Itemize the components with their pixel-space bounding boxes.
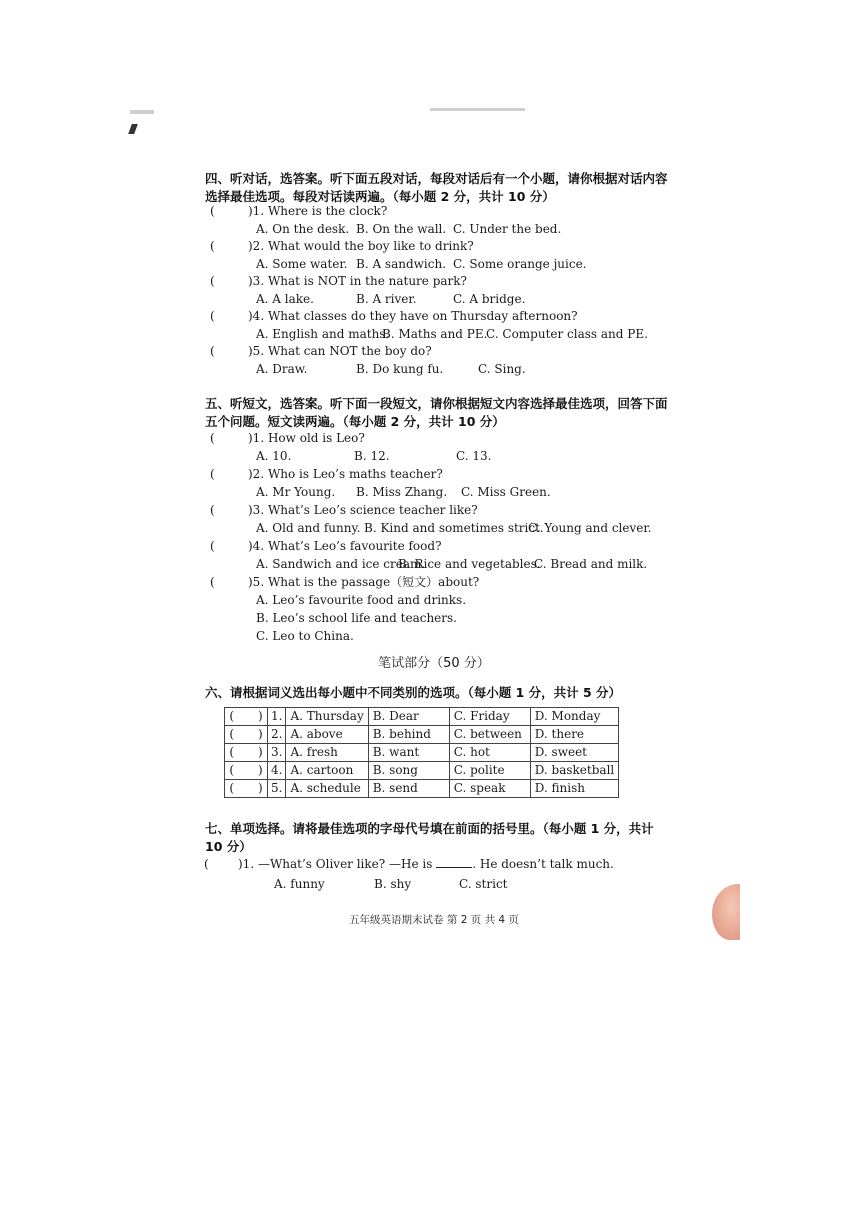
row-number: 4. [268,762,286,780]
option-c[interactable]: C. between [449,726,530,744]
s5-q2-option-a[interactable]: A. Mr Young. [256,485,336,499]
s5-q4-option-a[interactable]: A. Sandwich and ice cream. [256,557,426,571]
s4-q1-option-a[interactable]: A. On the desk. [256,222,350,236]
scan-artifact-top [430,108,525,111]
option-a[interactable]: A. Thursday [286,708,368,726]
option-a[interactable]: A. fresh [286,744,368,762]
section-5-title: 五、听短文，选答案。听下面一段短文，请你根据短文内容选择最佳选项，回答下面五个问题。短文读两遍。（每小题 2 分，共计 10 分） [205,396,668,429]
option-c[interactable]: C. hot [449,744,530,762]
s4-q3-option-c[interactable]: C. A bridge. [453,292,526,306]
s5-q5-option-c[interactable]: C. Leo to China. [256,629,354,643]
s4-q5-option-c[interactable]: C. Sing. [478,362,526,376]
s5-q3[interactable]: ( )3. What’s Leo’s science teacher like? [210,503,478,517]
answer-blank-line[interactable] [436,857,472,868]
option-d[interactable]: D. there [530,726,619,744]
option-a[interactable]: A. above [286,726,368,744]
table-row [225,762,619,780]
s4-q5[interactable]: ( )5. What can NOT the boy do? [210,344,432,358]
table-row [225,744,619,762]
option-b[interactable]: B. send [368,780,449,798]
option-a[interactable]: A. schedule [286,780,368,798]
answer-blank[interactable]: ( ) [225,726,268,744]
s5-q4-option-b[interactable]: B. Rice and vegetables. [398,557,541,571]
section-7-title: 七、单项选择。请将最佳选项的字母代号填在前面的括号里。（每小题 1 分，共计 10 分） [205,821,654,854]
s5-q5[interactable]: ( )5. What is the passage（短文）about? [210,575,480,589]
s5-q4-option-c[interactable]: C. Bread and milk. [534,557,648,571]
answer-blank[interactable]: ( ) [225,762,268,780]
s4-q1-option-b[interactable]: B. On the wall. [356,222,447,236]
s7-q1-option-c[interactable]: C. strict [459,877,508,891]
s4-q5-option-b[interactable]: B. Do kung fu. [356,362,444,376]
answer-blank[interactable]: ( ) [225,780,268,798]
table-row [225,726,619,744]
option-d[interactable]: D. sweet [530,744,619,762]
row-number: 1. [268,708,286,726]
s5-q1[interactable]: ( )1. How old is Leo? [210,431,365,445]
option-a[interactable]: A. cartoon [286,762,368,780]
answer-blank[interactable]: ( ) [225,744,268,762]
option-b[interactable]: B. song [368,762,449,780]
s5-q1-option-a[interactable]: A. 10. [256,449,292,463]
s4-q4-option-c[interactable]: C. Computer class and PE. [486,327,648,341]
s7-q1-option-b[interactable]: B. shy [374,877,412,891]
s5-q2[interactable]: ( )2. Who is Leo’s maths teacher? [210,467,443,481]
s5-q1-option-b[interactable]: B. 12. [354,449,390,463]
section-6-title: 六、请根据词义选出每小题中不同类别的选项。（每小题 1 分，共计 5 分） [205,685,622,700]
s5-q3-option-a[interactable]: A. Old and funny. [256,521,361,535]
written-part-title: 笔试部分（50 分） [378,656,490,671]
s5-q4[interactable]: ( )4. What’s Leo’s favourite food? [210,539,442,553]
s4-q3-option-b[interactable]: B. A river. [356,292,417,306]
table-row [225,708,619,726]
s4-q3[interactable]: ( )3. What is NOT in the nature park? [210,274,467,288]
row-number: 3. [268,744,286,762]
option-d[interactable]: D. basketball [530,762,619,780]
option-d[interactable]: D. Monday [530,708,619,726]
option-b[interactable]: B. want [368,744,449,762]
s4-q5-option-a[interactable]: A. Draw. [256,362,308,376]
s7-q1-option-a[interactable]: A. funny [274,877,325,891]
s4-q2-option-c[interactable]: C. Some orange juice. [453,257,587,271]
s5-q3-option-c[interactable]: C. Young and clever. [528,521,652,535]
s4-q1[interactable]: ( )1. Where is the clock? [210,204,388,218]
option-d[interactable]: D. finish [530,780,619,798]
answer-blank[interactable]: ( ) [225,708,268,726]
s4-q1-option-c[interactable]: C. Under the bed. [453,222,562,236]
row-number: 5. [268,780,286,798]
classification-table [224,707,619,798]
s5-q5-option-b[interactable]: B. Leo’s school life and teachers. [256,611,457,625]
s5-q3-option-b[interactable]: B. Kind and sometimes strict. [364,521,544,535]
s4-q4[interactable]: ( )4. What classes do they have on Thursday afternoon? [210,309,578,323]
table-row [225,780,619,798]
row-number: 2. [268,726,286,744]
s5-q1-option-c[interactable]: C. 13. [456,449,492,463]
s5-q2-option-b[interactable]: B. Miss Zhang. [356,485,448,499]
s5-q5-option-a[interactable]: A. Leo’s favourite food and drinks. [256,593,467,607]
option-c[interactable]: C. polite [449,762,530,780]
section-4-title: 四、听对话，选答案。听下面五段对话，每段对话后有一个小题，请你根据对话内容选择最佳选项。每段对话读两遍。（每小题 2 分，共计 10 分） [205,171,668,204]
scan-artifact-left [130,110,154,114]
s4-q3-option-a[interactable]: A. A lake. [256,292,314,306]
s4-q4-option-a[interactable]: A. English and maths. [256,327,390,341]
page-footer: 五年级英语期末试卷 第 2 页 共 4 页 [349,914,519,926]
s4-q4-option-b[interactable]: B. Maths and PE. [382,327,488,341]
option-b[interactable]: B. behind [368,726,449,744]
option-b[interactable]: B. Dear [368,708,449,726]
s7-q1[interactable]: ( )1. —What’s Oliver like? —He is . He doesn’t talk much. [204,857,614,871]
option-c[interactable]: C. speak [449,780,530,798]
option-c[interactable]: C. Friday [449,708,530,726]
corner-mark [128,124,138,134]
s4-q2-option-a[interactable]: A. Some water. [256,257,348,271]
s4-q2[interactable]: ( )2. What would the boy like to drink? [210,239,474,253]
s4-q2-option-b[interactable]: B. A sandwich. [356,257,447,271]
s5-q2-option-c[interactable]: C. Miss Green. [461,485,551,499]
